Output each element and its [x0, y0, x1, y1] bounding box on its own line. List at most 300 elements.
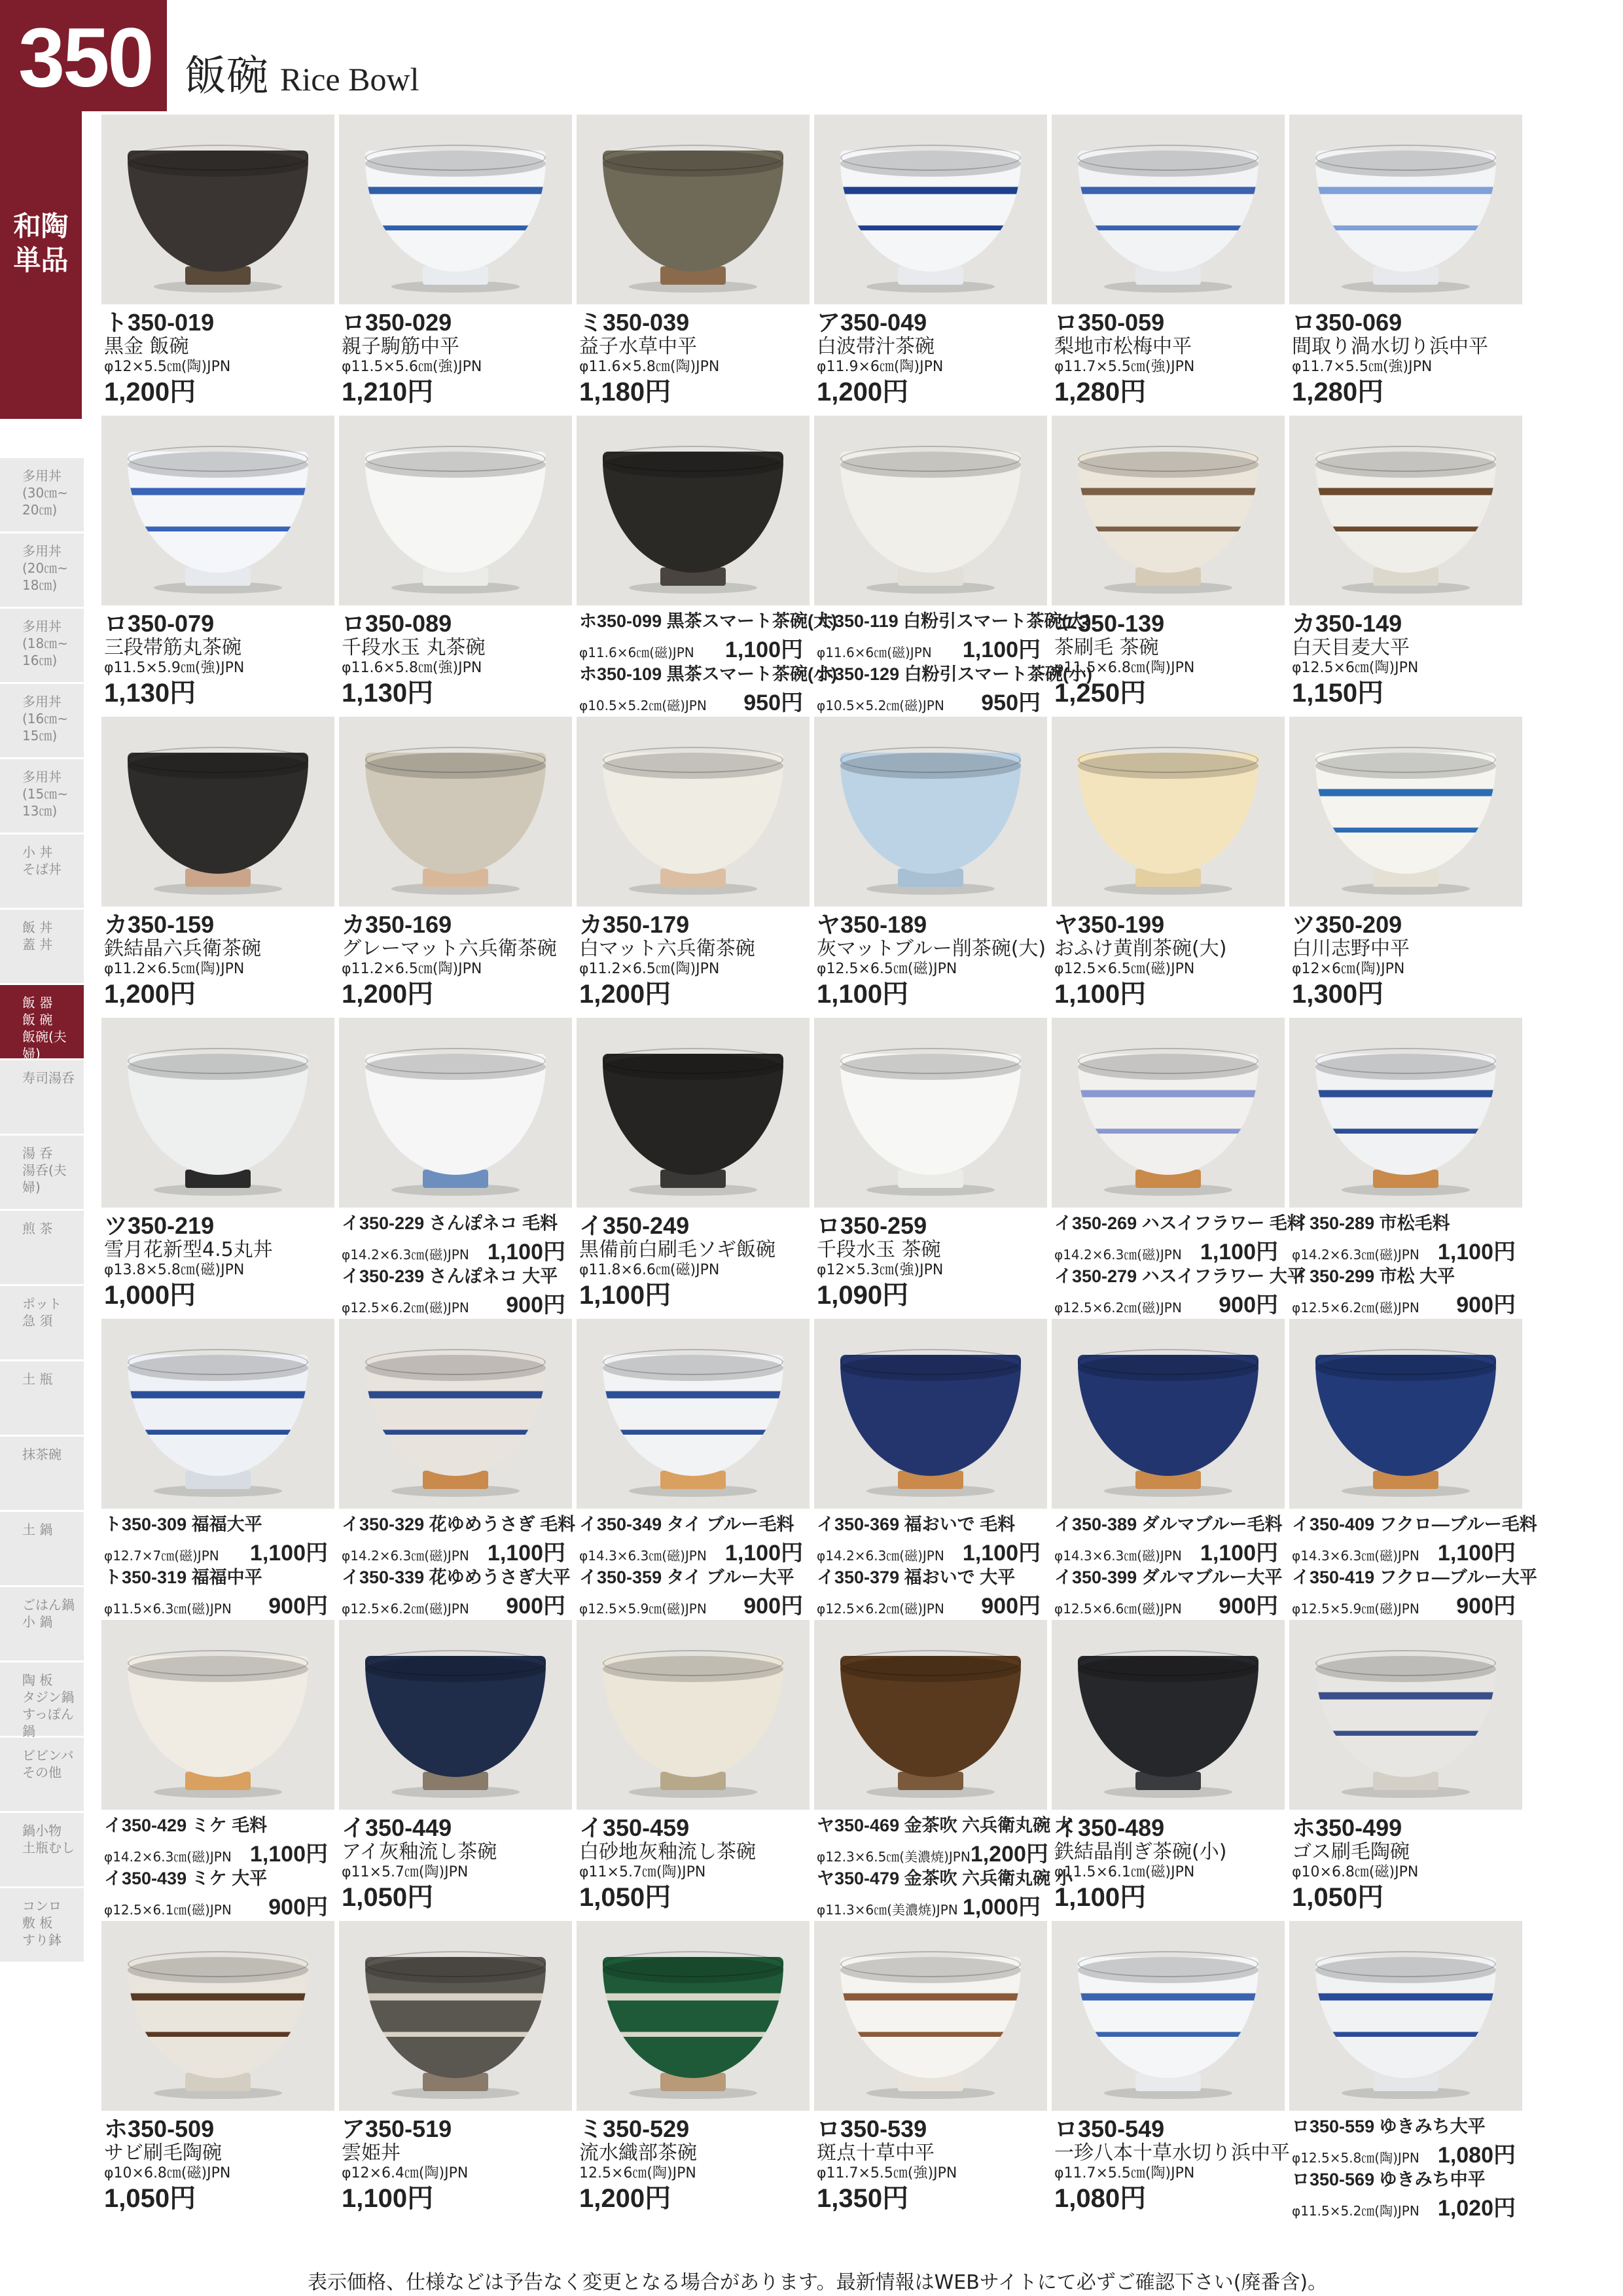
- bowl-rim: [1315, 747, 1496, 773]
- product-spec: φ11×5.7㎝(陶)JPN: [579, 1864, 706, 1880]
- product-card[interactable]: [1289, 416, 1522, 708]
- variant-name-row: [817, 1514, 1041, 1535]
- product-name: 鉄結晶六兵衛茶碗: [104, 937, 261, 960]
- variant-name: イ350-369 福おいで 毛料: [817, 1515, 1016, 1534]
- product-card[interactable]: [101, 1921, 334, 2213]
- side-nav: [0, 458, 84, 1964]
- side-nav-item[interactable]: 土 瓶: [0, 1361, 84, 1437]
- variant-spec: φ12.5×6.6㎝(磁)JPN: [1054, 1601, 1182, 1617]
- product-card[interactable]: [339, 115, 572, 406]
- variant-spec-row: [1292, 1535, 1516, 1567]
- product-info: [579, 2116, 810, 2214]
- product-info: [104, 611, 334, 709]
- side-nav-item[interactable]: 飯 器 飯 碗 飯碗(夫婦): [0, 985, 84, 1060]
- product-photo: [339, 1319, 572, 1509]
- product-name: 黒備前白刷毛ソギ飯碗: [579, 1238, 776, 1261]
- product-price: 1,200円: [104, 980, 196, 1009]
- title-en: Rice Bowl: [280, 61, 419, 98]
- side-nav-item[interactable]: 多用丼 (16㎝~ 15㎝): [0, 684, 84, 759]
- product-spec: φ12.5×6.5㎝(磁)JPN: [1054, 961, 1195, 977]
- side-nav-item[interactable]: 鍋小物 土瓶むし: [0, 1813, 84, 1888]
- variant-price: 900円: [1219, 1594, 1278, 1619]
- page-number-tab: [0, 0, 167, 111]
- variant-name: イ350-439 ミケ 大平: [104, 1869, 268, 1888]
- side-nav-item[interactable]: 煎 茶: [0, 1211, 84, 1286]
- product-code: イ350-459: [579, 1814, 690, 1841]
- variant-name: イ350-289 市松毛料: [1292, 1213, 1450, 1233]
- product-card[interactable]: [1289, 717, 1522, 1009]
- product-card[interactable]: [1052, 1620, 1285, 1912]
- product-info: [817, 611, 1093, 717]
- variant-price: 1,100円: [724, 1541, 803, 1566]
- product-photo: [814, 416, 1047, 605]
- variant-spec-row: [817, 685, 1041, 717]
- product-name: 白砂地灰釉流し茶碗: [579, 1840, 756, 1863]
- product-card[interactable]: [101, 1319, 334, 1619]
- variant-name: イ350-329 花ゆめうさぎ 毛料: [342, 1515, 576, 1534]
- variant-price: 900円: [1456, 1293, 1516, 1318]
- product-card[interactable]: [814, 115, 1047, 406]
- product-info: [579, 912, 810, 1010]
- side-nav-item[interactable]: ポット 急 須: [0, 1286, 84, 1361]
- product-photo: [101, 1921, 334, 2111]
- bowl-rim: [128, 1650, 308, 1676]
- product-photo: [814, 115, 1047, 304]
- variant-price: 1,020円: [1437, 2196, 1516, 2221]
- variant-price: 900円: [743, 1594, 803, 1619]
- variant-name-row: [104, 1514, 328, 1535]
- variant-name-row: [342, 1514, 576, 1535]
- product-price: 1,250円: [1054, 679, 1147, 708]
- product-card[interactable]: [814, 416, 1093, 715]
- product-card[interactable]: [1052, 115, 1285, 406]
- bowl-rim: [840, 1650, 1021, 1676]
- product-code: ヤ350-189: [817, 911, 927, 938]
- product-photo: [577, 1018, 810, 1208]
- bowl-rim: [1315, 1951, 1496, 1977]
- variant-spec-row: [1292, 1234, 1516, 1266]
- variant-name: ヤ350-479 金茶吹 六兵衛丸碗 小: [817, 1869, 1073, 1888]
- product-price: 1,100円: [817, 980, 909, 1009]
- variant-spec-row: [104, 1836, 328, 1868]
- product-card[interactable]: [1052, 1018, 1305, 1318]
- side-nav-item[interactable]: 多用丼 (18㎝~ 16㎝): [0, 609, 84, 684]
- side-category-tab[interactable]: [0, 111, 82, 419]
- bowl-rim: [128, 1349, 308, 1375]
- variant-name-row: [817, 1868, 1073, 1889]
- variant-spec-row: [817, 1535, 1041, 1567]
- variant-price: 1,100円: [1200, 1240, 1278, 1265]
- variant-spec-row: [1054, 1287, 1278, 1319]
- product-card[interactable]: [101, 416, 334, 708]
- bowl-rim: [1315, 1349, 1496, 1375]
- product-code: ト350-019: [104, 309, 215, 336]
- side-nav-item[interactable]: 寿司湯呑: [0, 1060, 84, 1136]
- product-info: [817, 1213, 1047, 1311]
- product-name: アイ灰釉流し茶碗: [342, 1840, 497, 1863]
- product-name: 梨地市松梅中平: [1054, 335, 1192, 358]
- product-card[interactable]: [814, 1018, 1047, 1310]
- product-card[interactable]: [339, 1018, 572, 1318]
- product-card[interactable]: [1052, 1921, 1290, 2213]
- variant-price: 1,100円: [724, 637, 803, 662]
- product-info: [104, 1213, 334, 1311]
- bowl-rim: [1078, 145, 1258, 171]
- variant-spec-row: [817, 1588, 1041, 1620]
- variant-name: イ350-399 ダルマブルー大平: [1054, 1568, 1283, 1587]
- side-nav-item[interactable]: コンロ 敷 板 すり鉢: [0, 1888, 84, 1964]
- variant-price: 1,100円: [1437, 1240, 1516, 1265]
- product-photo: [814, 1319, 1047, 1509]
- variant-name-row: [1292, 2116, 1516, 2137]
- variant-name: ヤ350-469 金茶吹 六兵衛丸碗 大: [817, 1816, 1073, 1835]
- variant-name-row: [1292, 2169, 1516, 2190]
- product-card[interactable]: [577, 1921, 810, 2213]
- product-card[interactable]: [1052, 416, 1285, 708]
- variant-price: 900円: [1456, 1594, 1516, 1619]
- product-photo: [577, 1620, 810, 1810]
- product-code: ア350-519: [342, 2115, 452, 2142]
- product-code: ロ350-079: [104, 610, 215, 637]
- product-card[interactable]: [577, 1620, 810, 1912]
- variant-spec: φ10.5×5.2㎝(磁)JPN: [579, 698, 707, 713]
- product-price: 1,100円: [1054, 980, 1147, 1009]
- bowl-rim: [365, 1951, 546, 1977]
- variant-name-row: [817, 1815, 1073, 1836]
- variant-name-row: [579, 1514, 803, 1535]
- variant-spec-row: [342, 1234, 565, 1266]
- product-price: 1,180円: [579, 378, 671, 406]
- product-info: [817, 1815, 1073, 1921]
- product-spec: φ12×5.5㎝(陶)JPN: [104, 359, 231, 375]
- product-card[interactable]: [1289, 1921, 1522, 2221]
- product-spec: φ11.2×6.5㎝(陶)JPN: [342, 961, 482, 977]
- product-code: ロ350-029: [342, 309, 452, 336]
- variant-spec: φ14.3×6.3㎝(磁)JPN: [1054, 1548, 1182, 1564]
- product-info: [104, 912, 334, 1010]
- product-price: 1,090円: [817, 1281, 909, 1310]
- bowl-rim: [840, 1951, 1021, 1977]
- variant-price: 900円: [268, 1895, 328, 1920]
- side-nav-item[interactable]: 多用丼 (15㎝~ 13㎝): [0, 759, 84, 834]
- product-code: カ350-179: [579, 911, 690, 938]
- product-info: [342, 2116, 572, 2214]
- product-card[interactable]: [577, 1018, 810, 1310]
- product-info: [579, 1815, 810, 1913]
- product-code: ツ350-219: [104, 1212, 215, 1239]
- variant-spec: φ11.5×6.3㎝(磁)JPN: [104, 1601, 232, 1617]
- variant-price: 1,100円: [1437, 1541, 1516, 1566]
- variant-name-row: [579, 1567, 803, 1588]
- product-price: 1,000円: [104, 1281, 196, 1310]
- variant-name-row: [104, 1815, 328, 1836]
- variant-name-row: [1292, 1266, 1516, 1287]
- product-price: 1,280円: [1292, 378, 1384, 406]
- product-code: ヤ350-199: [1054, 911, 1165, 938]
- product-photo: [1289, 115, 1522, 304]
- product-code: カ350-169: [342, 911, 452, 938]
- product-photo: [1052, 1620, 1285, 1810]
- page-number: 350: [18, 11, 152, 105]
- variant-price: 1,100円: [487, 1240, 565, 1265]
- variant-price: 1,100円: [962, 1541, 1041, 1566]
- product-spec: φ11.7×5.5㎝(強)JPN: [1054, 359, 1195, 375]
- product-code: イ350-249: [579, 1212, 690, 1239]
- product-card[interactable]: [577, 115, 810, 406]
- product-info: [342, 912, 572, 1010]
- bowl-rim: [840, 1349, 1021, 1375]
- bowl-rim: [1078, 1650, 1258, 1676]
- bowl-rim: [1315, 446, 1496, 472]
- product-name: 益子水草中平: [579, 335, 697, 358]
- side-nav-item[interactable]: 飯 丼 蓋 丼: [0, 910, 84, 985]
- product-name: ゴス刷毛陶碗: [1292, 1840, 1410, 1863]
- product-card[interactable]: [1052, 1319, 1285, 1619]
- variant-spec-row: [579, 632, 803, 664]
- variant-price: 1,080円: [1437, 2143, 1516, 2168]
- footnote: 表示価格、仕様などは予告なく変更となる場合があります。最新情報はWEBサイトにて必ずご確認下さい(廃番含)。: [308, 2271, 1328, 2294]
- variant-name: ロ350-559 ゆきみち大平: [1292, 2117, 1486, 2136]
- variant-name-row: [1054, 1514, 1283, 1535]
- product-card[interactable]: [1289, 1620, 1522, 1912]
- side-nav-item[interactable]: 土 鍋: [0, 1512, 84, 1587]
- variant-spec-row: [579, 1588, 803, 1620]
- variant-price: 950円: [743, 691, 803, 715]
- product-info: [1292, 611, 1522, 709]
- variant-price: 900円: [268, 1594, 328, 1619]
- product-info: [104, 1815, 334, 1921]
- product-info: [1054, 2115, 1290, 2214]
- product-card[interactable]: [814, 1319, 1047, 1619]
- variant-name: イ350-379 福おいで 大平: [817, 1568, 1016, 1587]
- variant-name-row: [817, 1567, 1041, 1588]
- product-card[interactable]: [339, 416, 572, 708]
- product-code: ホ350-509: [104, 2115, 215, 2142]
- variant-spec-row: [1054, 1588, 1278, 1620]
- side-nav-item[interactable]: 抹茶碗: [0, 1437, 84, 1512]
- product-code: ツ350-209: [1292, 911, 1402, 938]
- product-info: [342, 1213, 572, 1319]
- product-price: 1,050円: [104, 2184, 196, 2213]
- product-photo: [101, 717, 334, 906]
- product-spec: φ12×6.4㎝(陶)JPN: [342, 2165, 469, 2181]
- variant-spec-row: [1292, 2190, 1516, 2222]
- product-price: 1,130円: [104, 679, 196, 708]
- side-category-label: 和陶単品: [13, 210, 69, 276]
- product-price: 1,050円: [1292, 1883, 1384, 1912]
- product-spec: 12.5×6㎝(陶)JPN: [579, 2165, 696, 2181]
- product-name: 斑点十草中平: [817, 2142, 935, 2164]
- variant-spec-row: [817, 632, 1041, 664]
- product-card[interactable]: [814, 1620, 1073, 1920]
- variant-spec-row: [1054, 1535, 1278, 1567]
- variant-spec: φ11.5×5.2㎝(陶)JPN: [1292, 2203, 1419, 2219]
- product-spec: φ11.2×6.5㎝(陶)JPN: [104, 961, 245, 977]
- product-card[interactable]: [101, 1620, 334, 1920]
- product-card[interactable]: [339, 1319, 576, 1619]
- product-card[interactable]: [101, 115, 334, 406]
- product-info: [1292, 310, 1522, 408]
- product-info: [104, 310, 334, 408]
- product-card[interactable]: [339, 1620, 572, 1912]
- product-photo: [1289, 1620, 1522, 1810]
- product-photo: [814, 1620, 1047, 1810]
- bowl-rim: [1078, 747, 1258, 773]
- product-card[interactable]: [1289, 1319, 1537, 1619]
- product-card[interactable]: [814, 1921, 1047, 2213]
- product-card[interactable]: [1052, 717, 1285, 1009]
- variant-spec-row: [342, 1535, 565, 1567]
- product-price: 1,150円: [1292, 679, 1384, 708]
- product-code: ロ350-259: [817, 1212, 927, 1239]
- product-photo: [577, 1319, 810, 1509]
- product-photo: [1052, 717, 1285, 906]
- side-nav-item[interactable]: 湯 呑 湯呑(夫婦): [0, 1136, 84, 1211]
- product-code: カ350-149: [1292, 610, 1402, 637]
- product-code: ロ350-089: [342, 610, 452, 637]
- variant-name: イ350-279 ハスイフラワー 大平: [1054, 1266, 1305, 1286]
- product-info: [817, 1514, 1047, 1620]
- variant-price: 1,100円: [962, 637, 1041, 662]
- product-price: 1,100円: [1054, 1883, 1147, 1912]
- product-spec: φ11.2×6.5㎝(陶)JPN: [579, 961, 720, 977]
- bowl-rim: [1315, 1048, 1496, 1074]
- bowl-rim: [840, 446, 1021, 472]
- product-name: 間取り渦水切り浜中平: [1292, 335, 1488, 358]
- product-card[interactable]: [577, 1319, 810, 1619]
- side-nav-item[interactable]: 多用丼 (30㎝~ 20㎝): [0, 458, 84, 533]
- bowl-rim: [840, 145, 1021, 171]
- variant-spec: φ12.5×6.1㎝(磁)JPN: [104, 1902, 232, 1918]
- product-info: [104, 2116, 334, 2214]
- variant-spec-row: [342, 1588, 565, 1620]
- product-card[interactable]: [577, 416, 838, 715]
- product-spec: φ11.5×6.1㎝(磁)JPN: [1054, 1864, 1195, 1880]
- side-nav-item[interactable]: 小 丼 そば丼: [0, 834, 84, 910]
- product-code: ロ350-539: [817, 2115, 927, 2142]
- variant-name: ホ350-119 白粉引スマート茶碗(大): [817, 611, 1092, 631]
- product-name: 白川志野中平: [1292, 937, 1410, 960]
- product-photo: [814, 717, 1047, 906]
- variant-name-row: [817, 611, 1092, 632]
- variant-name: イ350-349 タイ ブルー毛料: [579, 1515, 794, 1534]
- product-price: 1,200円: [579, 980, 671, 1009]
- product-name: 茶刷毛 茶碗: [1054, 636, 1159, 659]
- bowl-rim: [603, 1650, 783, 1676]
- product-name: サビ刷毛陶碗: [104, 2142, 222, 2164]
- product-info: [342, 310, 572, 408]
- variant-name-row: [1292, 1514, 1537, 1535]
- product-photo: [577, 416, 810, 605]
- variant-price: 900円: [1219, 1293, 1278, 1318]
- variant-name: イ350-429 ミケ 毛料: [104, 1816, 268, 1835]
- product-spec: φ11.7×5.5㎝(強)JPN: [1292, 359, 1433, 375]
- side-nav-item[interactable]: 陶 板 タジン鍋 すっぽん鍋: [0, 1662, 84, 1738]
- product-price: 1,050円: [342, 1883, 434, 1912]
- variant-price: 900円: [981, 1594, 1041, 1619]
- variant-spec: φ11.3×6㎝(美濃焼)JPN: [817, 1902, 958, 1918]
- product-card[interactable]: [339, 1921, 572, 2213]
- product-price: 1,080円: [1054, 2184, 1147, 2213]
- bowl-rim: [365, 1349, 546, 1375]
- variant-spec-row: [104, 1889, 328, 1921]
- bowl-rim: [365, 747, 546, 773]
- bowl-rim: [128, 1951, 308, 1977]
- product-name: 親子駒筋中平: [342, 335, 459, 358]
- product-info: [1292, 912, 1522, 1010]
- product-name: 白波帯汁茶碗: [817, 335, 935, 358]
- product-card[interactable]: [339, 717, 572, 1009]
- variant-name: ホ350-099 黒茶スマート茶碗(大): [579, 611, 838, 631]
- product-photo: [339, 115, 572, 304]
- product-code: ロ350-549: [1054, 2115, 1165, 2142]
- variant-name-row: [1054, 1266, 1305, 1287]
- product-name: 白マット六兵衛茶碗: [579, 937, 755, 960]
- variant-spec: φ11.6×6㎝(磁)JPN: [817, 645, 932, 660]
- product-name: 鉄結晶削ぎ茶碗(小): [1054, 1840, 1227, 1863]
- product-card[interactable]: [814, 717, 1047, 1009]
- variant-spec: φ12.3×6.5㎝(美濃焼)JPN: [817, 1849, 971, 1865]
- variant-name: イ350-229 さんぽネコ 毛料: [342, 1213, 558, 1233]
- product-spec: φ12×6㎝(陶)JPN: [1292, 961, 1405, 977]
- product-name: グレーマット六兵衛茶碗: [342, 937, 557, 960]
- variant-name-row: [342, 1213, 565, 1234]
- product-code: ユ350-139: [1054, 610, 1165, 637]
- bowl-rim: [603, 446, 783, 472]
- product-price: 1,050円: [579, 1883, 671, 1912]
- variant-name: ト350-309 福福大平: [104, 1515, 262, 1534]
- variant-spec: φ12.5×5.9㎝(磁)JPN: [579, 1601, 707, 1617]
- variant-name-row: [1054, 1567, 1283, 1588]
- product-code: カ350-159: [104, 911, 215, 938]
- side-nav-item[interactable]: 多用丼 (20㎝~ 18㎝): [0, 533, 84, 609]
- bowl-rim: [603, 1951, 783, 1977]
- product-card[interactable]: [101, 1018, 334, 1310]
- variant-spec: φ12.5×6.2㎝(磁)JPN: [1292, 1300, 1419, 1316]
- product-card[interactable]: [101, 717, 334, 1009]
- product-spec: φ10×6.8㎝(磁)JPN: [1292, 1864, 1419, 1880]
- product-name: 白天目麦大平: [1292, 636, 1410, 659]
- product-price: 1,200円: [342, 980, 434, 1009]
- variant-name: ホ350-109 黒茶スマート茶碗(小): [579, 664, 838, 684]
- product-photo: [577, 1921, 810, 2111]
- side-nav-item[interactable]: ごはん鍋 小 鍋: [0, 1587, 84, 1662]
- side-nav-item[interactable]: ビビンバ その他: [0, 1738, 84, 1813]
- bowl-rim: [128, 446, 308, 472]
- variant-price: 1,100円: [487, 1541, 565, 1566]
- bowl-rim: [128, 1048, 308, 1074]
- product-name: 黒金 飯碗: [104, 335, 189, 358]
- product-name: 千段水玉 茶碗: [817, 1238, 941, 1261]
- variant-spec: φ14.2×6.3㎝(磁)JPN: [342, 1548, 469, 1564]
- variant-price: 1,100円: [1200, 1541, 1278, 1566]
- product-card[interactable]: [1289, 115, 1522, 406]
- variant-name: ホ350-129 白粉引スマート茶碗(小): [817, 664, 1093, 684]
- product-photo: [1052, 1921, 1285, 2111]
- product-photo: [1289, 1319, 1522, 1509]
- bowl-rim: [603, 747, 783, 773]
- variant-price: 1,100円: [249, 1541, 328, 1566]
- product-card[interactable]: [1289, 1018, 1522, 1318]
- product-card[interactable]: [577, 717, 810, 1009]
- product-name: 流水織部茶碗: [579, 2142, 697, 2164]
- product-photo: [814, 1018, 1047, 1208]
- variant-name-row: [104, 1567, 328, 1588]
- bowl-rim: [1078, 446, 1258, 472]
- product-spec: φ13.8×5.8㎝(磁)JPN: [104, 1262, 245, 1278]
- variant-spec-row: [1054, 1234, 1278, 1266]
- variant-spec: φ12.5×6.2㎝(磁)JPN: [342, 1601, 469, 1617]
